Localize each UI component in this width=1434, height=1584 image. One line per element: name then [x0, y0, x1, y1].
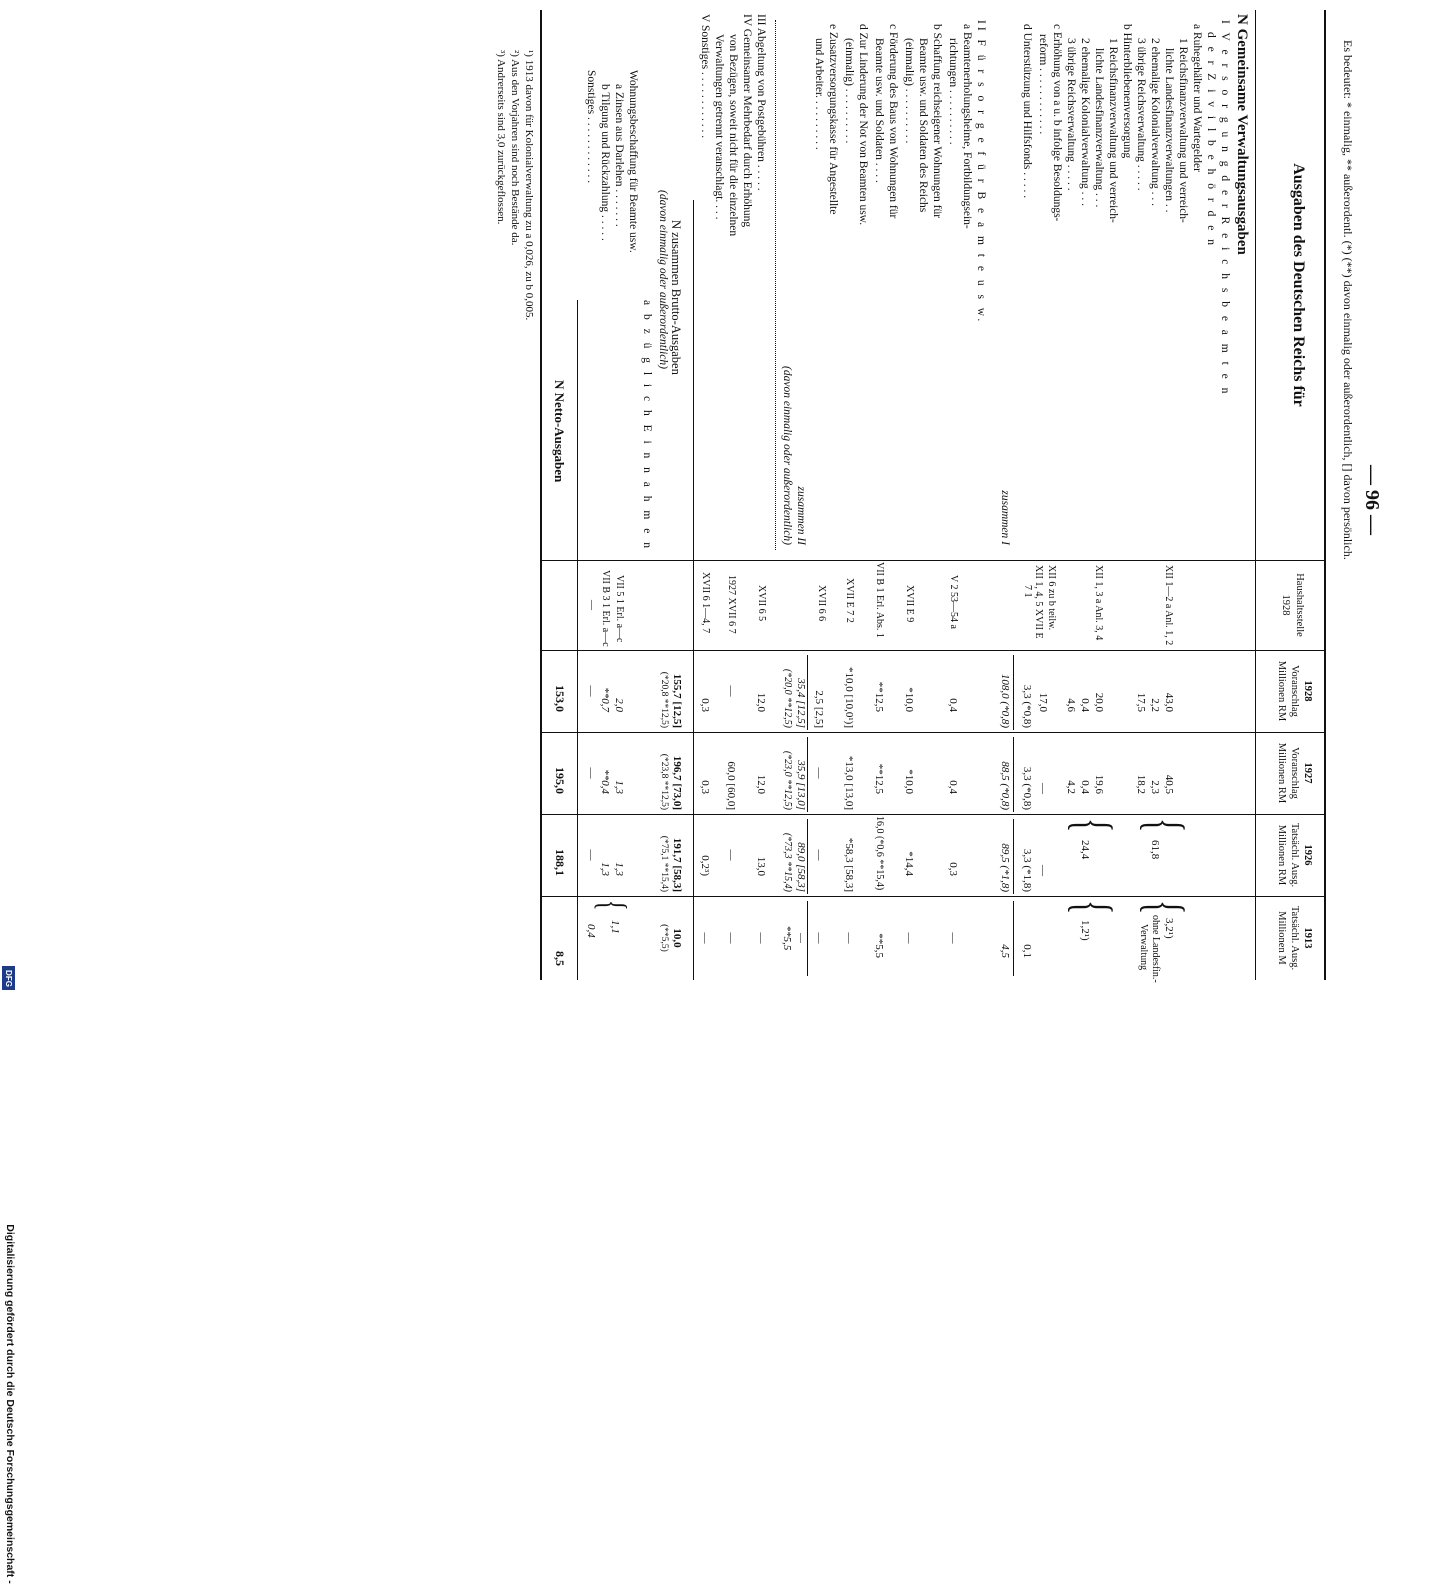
- brace-whg-1913: {: [590, 900, 636, 911]
- row-a3-1928: 17,5: [1135, 692, 1147, 712]
- sumII-1928: 35,4 [12,5]: [795, 678, 807, 728]
- row-IIa-1928: 0,4: [947, 698, 959, 712]
- row-b2-label: 2 ehemalige Kolonialverwaltung . . .: [1079, 38, 1091, 206]
- row-IV-label-2: von Bezügen, soweit nicht für die einzelnen: [727, 34, 739, 237]
- header-rule: [1255, 10, 1256, 980]
- sumI-1928: 108,0 (*0,8): [999, 673, 1011, 728]
- row-IV-label: IV Gemeinsamer Mehrbedarf durch Erhöhung: [741, 14, 753, 228]
- whg-a-1913: 1,1: [609, 920, 621, 934]
- row-IIc-1926: 16,0 (*0,6 **15,4): [874, 816, 885, 891]
- header-1928-label: Voranschlag: [1289, 665, 1300, 717]
- row-a-label: a Ruhegehälter und Wartegelder: [1191, 24, 1203, 172]
- row-IV-1926: —: [725, 849, 737, 861]
- row-IIb-label-2: Beamte usw. und Soldaten des Reichs: [917, 38, 929, 213]
- row-a-1926: 61,8: [1149, 840, 1161, 860]
- brace-b-1913: {: [1062, 900, 1122, 915]
- section-separator: [775, 20, 776, 550]
- row-IId-label-2: (einmalig) . . . . . . . . . .: [843, 38, 855, 144]
- row-III-ref: XVII 6 5: [756, 585, 767, 622]
- row-V-1913: —: [699, 932, 711, 944]
- row-IIc-1927: **12,5: [873, 763, 885, 794]
- row-IIc-1913: **5,5: [873, 933, 885, 958]
- row-b3-label: 3 übrige Reichsverwaltung . . . . .: [1065, 38, 1077, 191]
- sumI-1913: 4,5: [999, 944, 1011, 958]
- section-title: N Gemeinsame Verwaltungsausgaben: [1234, 14, 1250, 255]
- row-IIe-1928: 2,5 [2,5]: [813, 690, 825, 728]
- row-a1-label: 1 Reichsfinanzverwaltung und verreich-: [1177, 38, 1189, 223]
- row-III-1928: 12,0: [755, 692, 767, 712]
- sumI-rule-1926: [1013, 819, 1014, 894]
- row-b1-1928: 20,0: [1093, 692, 1105, 712]
- brutto-sub-1926: (*75,1 **15,4): [659, 835, 669, 892]
- row-a-1913-note: ohne Landesfin.-: [1150, 915, 1161, 983]
- row-IIa-1913: —: [947, 932, 959, 944]
- brace-b-1926: {: [1062, 818, 1122, 833]
- brutto-1926: 191,7 [58,3]: [671, 837, 683, 892]
- footnote-2: ²) Aus den Vorjahren sind noch Bestände da.: [509, 50, 521, 246]
- sumII-sub-1926: (*73,3 **15,4): [782, 832, 793, 892]
- netto-rule: [577, 300, 578, 980]
- row-b1-ref: XII 1, 3 a Anl. 3, 4: [1093, 565, 1104, 641]
- row-IIb-label: b Schaffung reichseigener Wohnungen für: [931, 24, 943, 219]
- row-IIb-1926: *14,4: [903, 851, 915, 876]
- row-b-1913: 1,2¹): [1079, 920, 1091, 941]
- row-V-1926: 0,2³): [699, 855, 711, 876]
- row-V-1927: 0,3: [699, 780, 711, 794]
- row-IId-label: d Zur Linderung der Not von Beamten usw.: [857, 24, 869, 226]
- sumII-1927: 35,9 [13,0]: [795, 760, 807, 810]
- row-IV-1928: —: [725, 685, 737, 697]
- netto-1913: 8,5: [553, 951, 567, 966]
- row-b1-label: 1 Reichsfinanzverwaltung und verreich-: [1107, 38, 1119, 223]
- row-a1-1928: 43,0: [1163, 692, 1175, 712]
- legend-text: Es bedeutet: * einmalig, ** außerordentl. (*) (**) davon einmalig oder außerordentlich, [] davon persönlich.: [1341, 40, 1355, 560]
- header-1926-label: Tatsächl. Ausg.: [1289, 822, 1300, 888]
- row-IIe-1926: —: [813, 849, 825, 861]
- row-IV-1913: —: [725, 932, 737, 944]
- sumII-1913: —: [795, 933, 807, 943]
- whg-a-label: a Zinsen aus Darlehen . . . . . . .: [613, 84, 625, 227]
- row-IIb-1913: —: [903, 932, 915, 944]
- row-IId-1927: *13,0 [13,0]: [843, 755, 855, 810]
- row-IIb-label-3: (einmalig) . . . . . . . . . .: [903, 38, 915, 144]
- digitization-credit-text: Digitalisierung gefördert durch die Deutsche Forschungsgemeinschaft -: [4, 1224, 16, 1584]
- brutto-sub-1913: (**5,5): [659, 924, 669, 952]
- col-divider-1: [542, 560, 1326, 561]
- header-1913-year: 1913: [1302, 927, 1313, 949]
- row-III-1926: 13,0: [755, 856, 767, 876]
- row-a-1913-note-2: Verwaltung: [1138, 924, 1149, 971]
- row-IIa-1926: 0,3: [947, 862, 959, 876]
- row-IId-ref: XVII E 7 2: [844, 578, 855, 623]
- whg-a-1926: 1,3: [613, 862, 625, 876]
- row-d-ref-2: 7 1: [1022, 585, 1033, 598]
- row-d-1928: 3,3 (*0,8): [1021, 684, 1033, 728]
- header-1928-year: 1928: [1302, 680, 1313, 702]
- brace-a-1926: {: [1134, 818, 1194, 833]
- row-b1-label-2: lichte Landesfinanzverwaltung . . .: [1093, 48, 1105, 208]
- row-IIa-1927: 0,4: [947, 780, 959, 794]
- header-1926-unit: Millionen RM: [1276, 824, 1287, 886]
- row-IV-label-3: Verwaltungen getrennt veranschlagt. . . .: [713, 34, 725, 220]
- row-IId-1926: *58,3 [58,3]: [843, 837, 855, 892]
- row-c-1928: 17,0: [1037, 692, 1049, 712]
- row-IV-ref: 1927 XVII 6 7: [726, 575, 737, 634]
- row-V-ref: XVII 6 1—4, 7: [700, 572, 711, 634]
- table-bottom-rule: [540, 10, 542, 980]
- whg-b-1926: 1,3: [599, 862, 611, 876]
- row-II-label: II F ü r s o r g e f ü r B e a m t e u s w.: [975, 20, 987, 325]
- sonstiges-1927: —: [585, 767, 597, 779]
- row-IIe-1913: —: [813, 932, 825, 944]
- row-b3-1927: 4,2: [1065, 780, 1077, 794]
- row-b2-1928: 0,4: [1079, 698, 1091, 712]
- header-haushaltsstelle-year: 1928: [1280, 594, 1291, 616]
- footnote-1: ¹) 1913 davon für Kolonialverwaltung zu a 0,026, zu b 0,005.: [523, 50, 535, 321]
- row-d-1926: 3,3 (*1,8): [1021, 848, 1033, 892]
- sumII-rule-1913: [807, 901, 808, 976]
- sumII-rule-1927: [807, 737, 808, 812]
- brutto-1927: 196,7 [73,0]: [671, 755, 683, 810]
- footnote-3: ³) Andrerseits sind 3,0 zurückgeflossen.: [495, 50, 507, 225]
- row-V-1928: 0,3: [699, 698, 711, 712]
- row-IIc-label: c Förderung des Baus von Wohnungen für: [887, 24, 899, 219]
- row-a3-label: 3 übrige Reichsverwaltung . . . . .: [1135, 38, 1147, 191]
- row-I-label: I V e r s o r g u n g d e r R e i c h s b e a m t e n: [1219, 20, 1231, 397]
- row-IIb-1928: *10,0: [903, 687, 915, 712]
- row-c-1927: —: [1037, 783, 1049, 794]
- row-a1-label-2: lichte Landesfinanzverwaltungen . .: [1163, 48, 1175, 213]
- header-1927-label: Voranschlag: [1289, 747, 1300, 799]
- row-d-1913: 0,1: [1021, 944, 1033, 958]
- brutto-sub-label: (davon einmalig oder außerordentlich): [657, 190, 669, 369]
- sumII-sub-label: (davon einmalig oder außerordentlich): [781, 366, 793, 545]
- brutto-1928: 155,7 [12,5]: [671, 673, 683, 728]
- whg-b-label: b Tilgung und Rückzahlung . . . . .: [599, 84, 611, 241]
- sumII-sub-1928: (*20,0 **12,5): [782, 668, 793, 728]
- whg-b-1927: **0,4: [599, 769, 611, 794]
- sumI-1926: 89,5 (*1,8): [999, 843, 1011, 892]
- row-c-ref: XII 6 zu b teilw.: [1046, 565, 1057, 631]
- header-1913-unit: Millionen M: [1276, 911, 1287, 965]
- row-a-1913: 3,2¹): [1163, 918, 1175, 939]
- row-d-1927: 3,3 (*0,8): [1021, 766, 1033, 810]
- row-IIc-label-2: Beamte usw. und Soldaten . . . .: [873, 38, 885, 183]
- header-1927-unit: Millionen RM: [1276, 742, 1287, 804]
- row-IIe-ref: XVII 6 6: [816, 585, 827, 622]
- whg-b-1913: 0,4: [585, 924, 597, 938]
- whg-b-ref: VII B 3 1 Erl. a—c: [600, 570, 611, 647]
- row-IIa-ref: V 2 53—54 a: [948, 575, 959, 629]
- brutto-sub-1927: (*23,8 **12,5): [659, 753, 669, 810]
- row-III-1927: 12,0: [755, 774, 767, 794]
- netto-1926: 188,1: [553, 849, 567, 876]
- row-IId-1928: *10,0 [10,0¹)]: [843, 666, 855, 728]
- row-c-label-2: reform . . . . . . . . . . . .: [1037, 34, 1049, 135]
- sumI-rule-1927: [1013, 737, 1014, 812]
- row-IIa-label: a Beamtenerholungsheime, Fortbildungsein-: [961, 24, 973, 229]
- row-IIe-1927: —: [813, 767, 825, 779]
- row-a1-ref: XII 1—2 a Anl. 1, 2: [1163, 565, 1174, 646]
- sumI-rule-1913: [1013, 901, 1014, 976]
- brutto-label: N zusammen Brutto-Ausgaben: [669, 220, 683, 375]
- row-b-label: b Hinterbliebenenversorgung: [1121, 24, 1133, 159]
- netto-1928: 153,0: [553, 685, 567, 712]
- sonstiges-label: Sonstiges . . . . . . . . . . . .: [585, 70, 597, 184]
- sumII-sub-1913: **5,5: [781, 925, 793, 951]
- sumI-1927: 88,5 (*0,8): [999, 761, 1011, 810]
- header-1927-year: 1927: [1302, 762, 1313, 784]
- row-c-1926: —: [1037, 865, 1049, 876]
- row-IIc-ref: VII B 1 Erl. Abs. 1: [874, 562, 885, 638]
- einnahmen-label: a b z ü g l i c h E i n n a h m e n: [641, 300, 653, 551]
- sumI-label: zusammen I: [999, 490, 1011, 545]
- row-b1-1927: 19,6: [1093, 774, 1105, 794]
- row-IIb-ref: XVII E 9: [904, 585, 915, 623]
- row-IV-1927: 60,0 [60,0]: [725, 761, 737, 810]
- sonstiges-1928: —: [585, 685, 597, 697]
- sumII-label: zusammen II: [795, 486, 807, 545]
- header-haushaltsstelle: Haushaltsstelle: [1294, 573, 1305, 637]
- table-title: Ausgaben des Deutschen Reichs für: [1290, 163, 1307, 407]
- sonstiges-ref: —: [586, 600, 597, 610]
- whg-b-1928: **0,7: [599, 687, 611, 712]
- row-I-label-2: d e r Z i v i l b e h ö r d e n: [1205, 32, 1217, 248]
- row-a3-1927: 18,2: [1135, 774, 1147, 794]
- row-III-label: III Abgeltung von Postgebühren . . . . .: [755, 14, 767, 191]
- row-b2-1927: 0,4: [1079, 780, 1091, 794]
- row-a2-label: 2 ehemalige Kolonialverwaltung . . .: [1149, 38, 1161, 206]
- row-a1-1927: 40,5: [1163, 774, 1175, 794]
- dfg-logo-text: DFG: [4, 969, 14, 987]
- row-IIa-label-2: richtungen . . . . . . . . . .: [947, 38, 959, 145]
- brace-a-1913: {: [1134, 900, 1194, 915]
- row-IIe-label: e Zusatzversorgungskasse für Angestellte: [827, 24, 839, 215]
- table-top-rule: [1324, 10, 1326, 980]
- row-b-1926: 24,4: [1079, 840, 1091, 860]
- row-IId-1913: —: [843, 932, 855, 944]
- sumII-rule-1928: [807, 655, 808, 730]
- sumII-1926: 89,0 [58,3]: [795, 842, 807, 892]
- row-c-label: c Erhöhung von a u. b infolge Besoldungs-: [1051, 24, 1063, 222]
- row-IIe-label-2: und Arbeiter. . . . . . . . . .: [813, 38, 825, 150]
- header-1926-year: 1926: [1302, 844, 1313, 866]
- sumII-sub-1927: (*23,0 **12,5): [782, 750, 793, 810]
- whg-a-ref: VII 5 1 Erl. a—c: [614, 575, 625, 643]
- row-d-label: d Unterstützung und Hilfsfonds . . . . .: [1021, 24, 1033, 199]
- row-IIc-1928: **12,5: [873, 681, 885, 712]
- row-IIb-1927: *10,0: [903, 769, 915, 794]
- digitization-credit: [3, 606, 17, 1584]
- page-number: — 96 —: [1361, 465, 1383, 535]
- wohnung-label: Wohnungsbeschaffung für Beamte usw.: [627, 70, 639, 253]
- whg-a-1927: 1,3: [613, 780, 625, 794]
- brutto-sub-1928: (*20,8 **12,5): [659, 671, 669, 728]
- brutto-rule: [693, 200, 694, 980]
- header-1913-label: Tatsächl. Ausg.: [1289, 905, 1300, 971]
- dfg-logo: [2, 966, 15, 990]
- brutto-1913: 10,0: [671, 928, 683, 948]
- sumI-rule-1928: [1013, 655, 1014, 730]
- row-d-ref: XII 1, 4, 5 XVII E: [1033, 565, 1044, 639]
- sumII-rule-1926: [807, 819, 808, 894]
- whg-a-1928: 2,0: [613, 698, 625, 712]
- row-a2-1927: 2,3: [1149, 780, 1161, 794]
- sonstiges-1926: —: [585, 849, 597, 861]
- netto-label: N Netto-Ausgaben: [552, 380, 567, 483]
- netto-1927: 195,0: [553, 767, 567, 794]
- row-a2-1928: 2,2: [1149, 698, 1161, 712]
- header-1928-unit: Millionen RM: [1276, 660, 1287, 722]
- row-III-1913: —: [755, 932, 767, 944]
- row-b3-1928: 4,6: [1065, 698, 1077, 712]
- row-V-label: V Sonstiges . . . . . . . . . . . .: [699, 14, 711, 139]
